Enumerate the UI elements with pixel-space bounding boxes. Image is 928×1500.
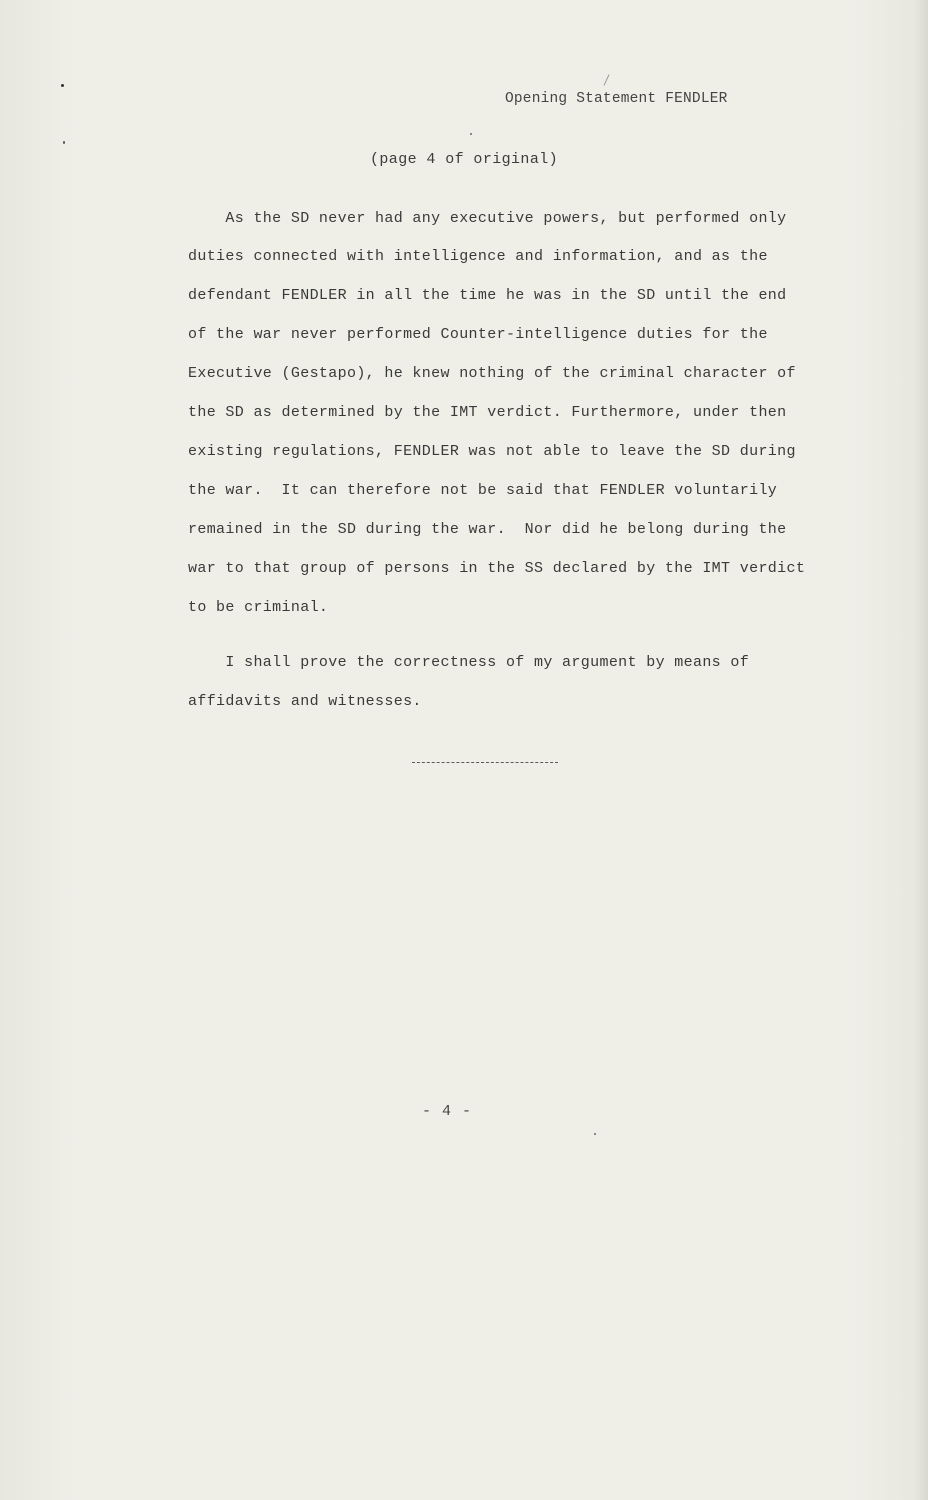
text-line: existing regulations, FENDLER was not able to leave the SD during bbox=[188, 443, 796, 460]
page-edge-shadow bbox=[914, 0, 928, 1500]
text-line: of the war never performed Counter-intelligence duties for the bbox=[188, 326, 768, 343]
text-line: I shall prove the correctness of my argument by means of bbox=[188, 654, 750, 671]
separator-rule bbox=[412, 762, 558, 763]
text-line: the SD as determined by the IMT verdict. Furthermore, under then bbox=[188, 404, 787, 421]
ink-speck bbox=[470, 133, 472, 135]
pencil-mark bbox=[604, 74, 610, 85]
ink-speck bbox=[594, 1133, 596, 1135]
text-line: to be criminal. bbox=[188, 599, 329, 616]
text-line: war to that group of persons in the SS declared by the IMT verdict bbox=[188, 560, 806, 577]
ink-speck bbox=[61, 84, 64, 87]
text-line: As the SD never had any executive powers, but performed only bbox=[188, 210, 787, 227]
text-line: duties connected with intelligence and information, and as the bbox=[188, 248, 768, 265]
text-line: defendant FENDLER in all the time he was in the SD until the end bbox=[188, 287, 787, 304]
ink-speck bbox=[63, 141, 65, 144]
document-header: Opening Statement FENDLER bbox=[505, 91, 728, 107]
text-line: affidavits and witnesses. bbox=[188, 693, 422, 710]
text-line: Executive (Gestapo), he knew nothing of the criminal character of bbox=[188, 365, 796, 382]
page-subheading: (page 4 of original) bbox=[370, 151, 559, 168]
text-line: the war. It can therefore not be said that FENDLER voluntarily bbox=[188, 482, 778, 499]
text-line: remained in the SD during the war. Nor did he belong during the bbox=[188, 521, 787, 538]
page-number: - 4 - bbox=[422, 1103, 473, 1120]
